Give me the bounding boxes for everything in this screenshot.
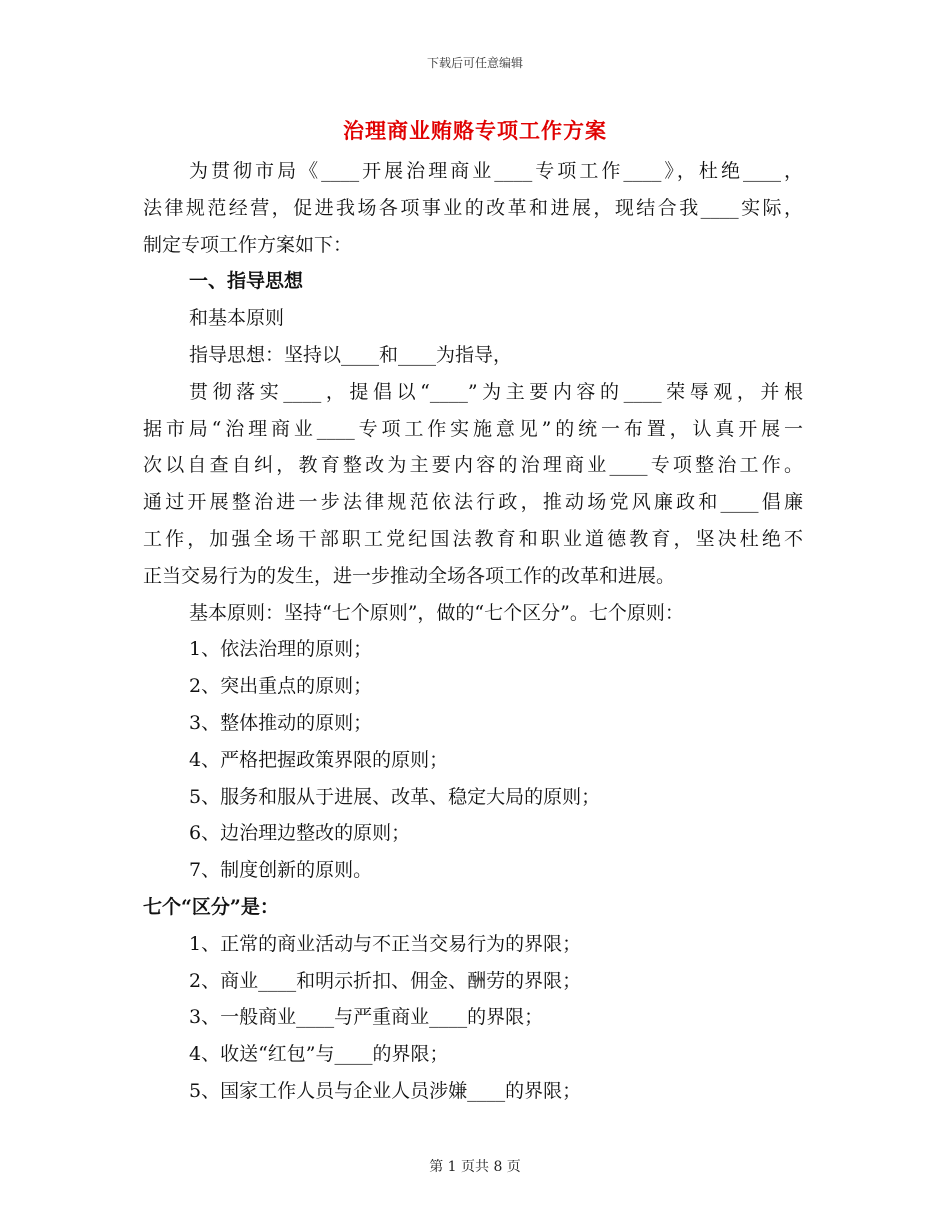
section-heading: 一、指导思想: [189, 270, 304, 293]
section-heading: 七个“区分”是：: [143, 895, 279, 918]
list-item: 5、服务和服从于进展、改革、稳定大局的原则；: [189, 785, 601, 808]
paragraph-line: 制定专项工作方案如下：: [143, 233, 353, 256]
list-item: 4、收送“红包”与____的界限；: [189, 1043, 449, 1066]
paragraph-line: 基本原则：坚持“七个原则”，做的“七个区分”。七个原则：: [189, 601, 684, 624]
list-item: 7、制度创新的原则。: [189, 859, 373, 882]
paragraph-line: 贯彻落实____，提倡以“____”为主要内容的____荣辱观，并根: [189, 380, 803, 403]
paragraph-line: 法律规范经营，促进我场各项事业的改革和进展，现结合我____实际，: [143, 196, 803, 219]
paragraph-line: 据市局“治理商业____专项工作实施意见”的统一布置，认真开展一: [143, 417, 803, 440]
list-item: 2、商业____和明示折扣、佣金、酬劳的界限；: [189, 969, 582, 992]
list-item: 4、严格把握政策界限的原则；: [189, 748, 449, 771]
paragraph-line: 次以自查自纠，教育整改为主要内容的治理商业____专项整治工作。: [143, 454, 803, 477]
document-title: 治理商业贿赂专项工作方案: [343, 118, 607, 143]
list-item: 2、突出重点的原则；: [189, 675, 373, 698]
paragraph-line: 和基本原则: [189, 307, 285, 330]
paragraph-line: 正当交易行为的发生，进一步推动全场各项工作的改革和进展。: [143, 564, 676, 587]
list-item: 3、一般商业____与严重商业____的界限；: [189, 1006, 544, 1029]
document-body: [143, 153, 803, 1110]
header-note: 下载后可任意编辑: [426, 56, 523, 70]
paragraph-line: 指导思想：坚持以____和____为指导，: [189, 343, 513, 366]
list-item: 6、边治理边整改的原则；: [189, 822, 411, 845]
list-item: 1、正常的商业活动与不正当交易行为的界限；: [189, 932, 582, 955]
list-item: 1、依法治理的原则；: [189, 638, 373, 661]
paragraph-line: 通过开展整治进一步法律规范依法行政，推动场党风廉政和____倡廉: [143, 491, 803, 514]
paragraph-line: 为贯彻市局《____开展治理商业____专项工作____》，杜绝____，: [189, 160, 803, 182]
page-footer: 第 1 页共 8 页: [429, 1159, 521, 1175]
list-item: 3、整体推动的原则；: [189, 711, 373, 734]
list-item: 5、国家工作人员与企业人员涉嫌____的界限；: [189, 1079, 582, 1102]
paragraph-line: 工作，加强全场干部职工党纪国法教育和职业道德教育，坚决杜绝不: [143, 527, 803, 550]
